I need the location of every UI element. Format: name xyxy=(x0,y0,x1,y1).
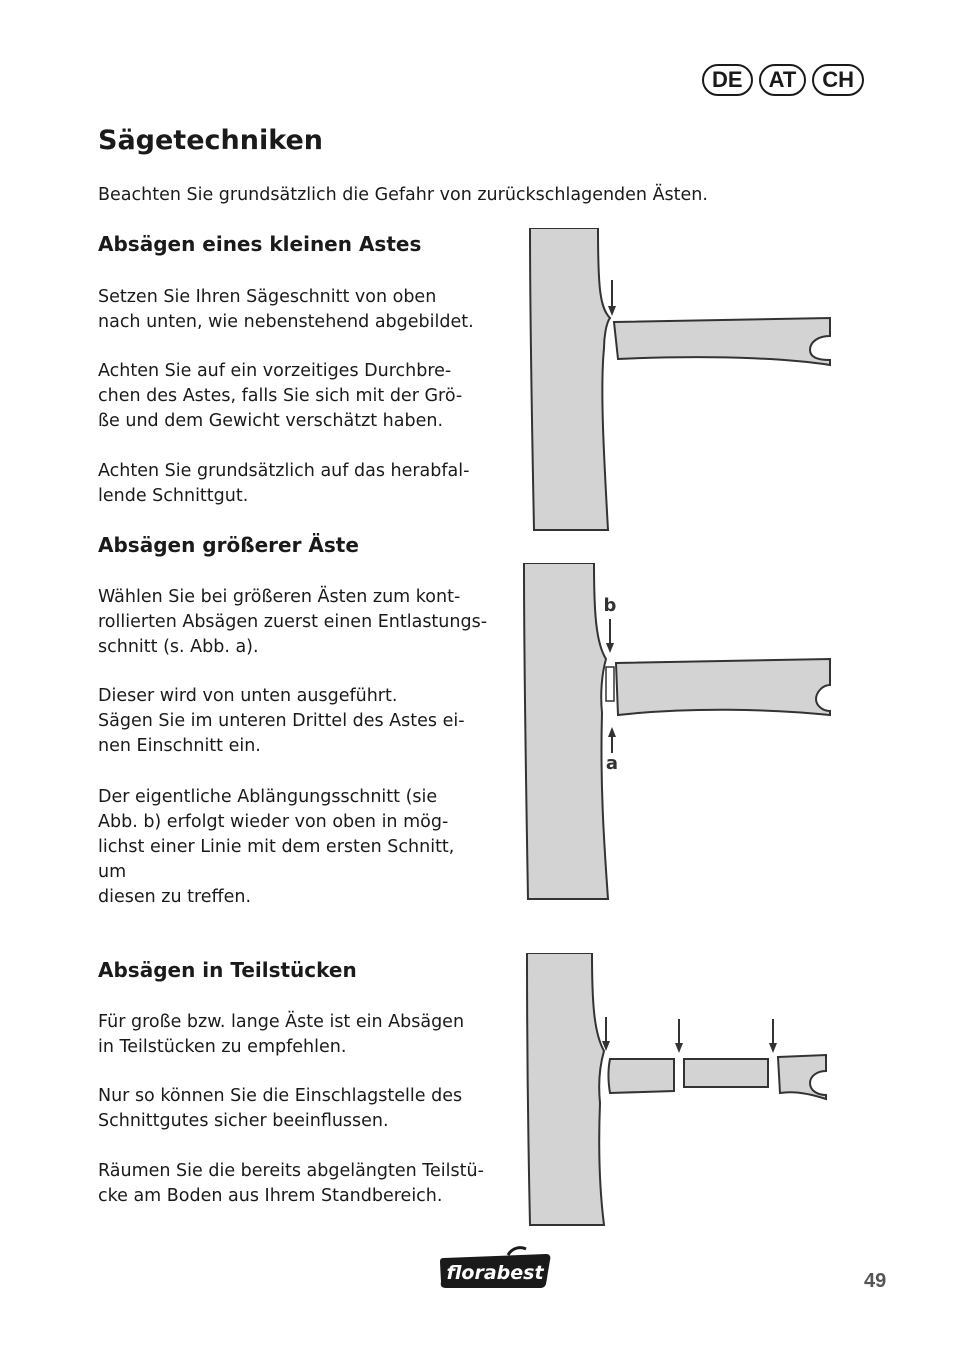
florabest-logo xyxy=(438,1246,552,1294)
arrow-down-icon xyxy=(769,1043,777,1053)
language-badges xyxy=(702,64,864,96)
intro-text: Beachten Sie grundsätzlich die Gefahr von zurückschlagenden Ästen. xyxy=(98,185,708,205)
figure-pieces-cut xyxy=(524,953,834,1228)
arrow-up-icon xyxy=(608,727,616,737)
language-badge-ch: CH xyxy=(812,64,864,96)
section-3-paragraph-3: Räumen Sie die bereits abgelängten Teilstü- cke am Boden aus Ihrem Standbereich. xyxy=(98,1161,484,1206)
logo-text: florabest xyxy=(446,1262,544,1284)
logo-leaf-icon xyxy=(508,1248,526,1255)
cut-arrow-icon xyxy=(608,306,616,316)
section-1-paragraph-2: Achten Sie auf ein vorzeitiges Durchbre- chen des Astes, falls Sie sich mit der Grö- ße und dem Gewicht verschätzt haben. xyxy=(98,361,463,431)
section-2-paragraph-3: Der eigentliche Ablängungsschnitt (sie Abb. b) erfolgt wieder von oben in mög- lichst einer Linie mit dem ersten Schnitt, um diesen zu treffen. xyxy=(98,787,455,907)
arrow-down-icon xyxy=(606,643,614,653)
section-heading-small-branch: Absägen eines kleinen Astes xyxy=(98,232,422,256)
label-a: a xyxy=(605,753,619,774)
trunk-shape xyxy=(524,563,608,899)
section-3-paragraph-2: Nur so können Sie die Einschlagstelle des Schnittgutes sicher beeinflussen. xyxy=(98,1086,463,1131)
branch-piece-1 xyxy=(609,1059,675,1093)
arrow-down-icon xyxy=(675,1043,683,1053)
trunk-shape xyxy=(527,953,604,1225)
branch-shape xyxy=(614,318,830,365)
language-badge-de: DE xyxy=(702,64,753,96)
section-1-paragraph-1: Setzen Sie Ihren Sägeschnitt von oben nach unten, wie nebenstehend abgebildet. xyxy=(98,287,474,332)
figure-small-branch-cut xyxy=(528,228,838,533)
section-3-paragraph-1: Für große bzw. lange Äste ist ein Absägen in Teilstücken zu empfehlen. xyxy=(98,1012,465,1057)
language-badge-at: AT xyxy=(759,64,807,96)
page-number: 49 xyxy=(864,1270,887,1292)
page-title: Sägetechniken xyxy=(98,125,323,156)
figure-larger-branch-cut xyxy=(520,563,835,903)
section-heading-in-pieces: Absägen in Teilstücken xyxy=(98,958,357,982)
section-1-paragraph-3: Achten Sie grundsätzlich auf das herabfal- lende Schnittgut. xyxy=(98,461,470,506)
branch-shape xyxy=(616,659,830,715)
cut-gap xyxy=(606,667,614,701)
branch-piece-3 xyxy=(778,1055,826,1099)
section-2-paragraph-2: Dieser wird von unten ausgeführt. Sägen Sie im unteren Drittel des Astes ei- nen Einschnitt ein. xyxy=(98,686,465,756)
branch-piece-2 xyxy=(684,1059,768,1087)
label-b: b xyxy=(603,595,617,616)
section-heading-larger-branches: Absägen größerer Äste xyxy=(98,533,359,557)
trunk-shape xyxy=(530,228,610,530)
section-2-paragraph-1: Wählen Sie bei größeren Ästen zum kont- rollierten Absägen zuerst einen Entlastungs- schnitt (s. Abb. a). xyxy=(98,587,488,657)
